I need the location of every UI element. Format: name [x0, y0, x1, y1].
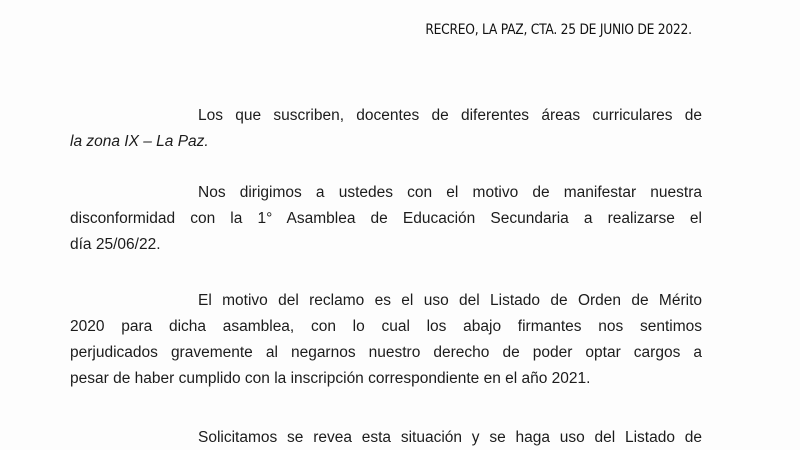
paragraph-1 [70, 103, 702, 155]
dateline: RECREO, LA PAZ, CTA. 25 DE JUNIO DE 2022. [425, 22, 692, 38]
paragraph-line: Los que suscriben, docentes de diferentes áreas curriculares de [198, 107, 702, 124]
paragraph-3 [70, 288, 702, 392]
paragraph-4 [70, 425, 702, 451]
paragraph-line: día 25/06/22. [70, 236, 161, 253]
paragraph-line: El motivo del reclamo es el uso del Listado de Orden de Mérito [198, 292, 702, 309]
paragraph-line: la zona IX – La Paz. [70, 133, 209, 150]
paragraph-line: disconformidad con la 1° Asamblea de Educación Secundaria a realizarse el [70, 210, 702, 227]
paragraph-2 [70, 180, 702, 258]
paragraph-line: 2020 para dicha asamblea, con lo cual los abajo firmantes nos sentimos [70, 318, 702, 335]
paragraph-line: pesar de haber cumplido con la inscripción correspondiente en el año 2021. [70, 370, 591, 387]
paragraph-line: Nos dirigimos a ustedes con el motivo de manifestar nuestra [198, 184, 702, 201]
paragraph-line: Solicitamos se revea esta situación y se haga uso del Listado de [198, 429, 702, 446]
paragraph-line: perjudicados gravemente al negarnos nuestro derecho de poder optar cargos a [70, 344, 702, 361]
